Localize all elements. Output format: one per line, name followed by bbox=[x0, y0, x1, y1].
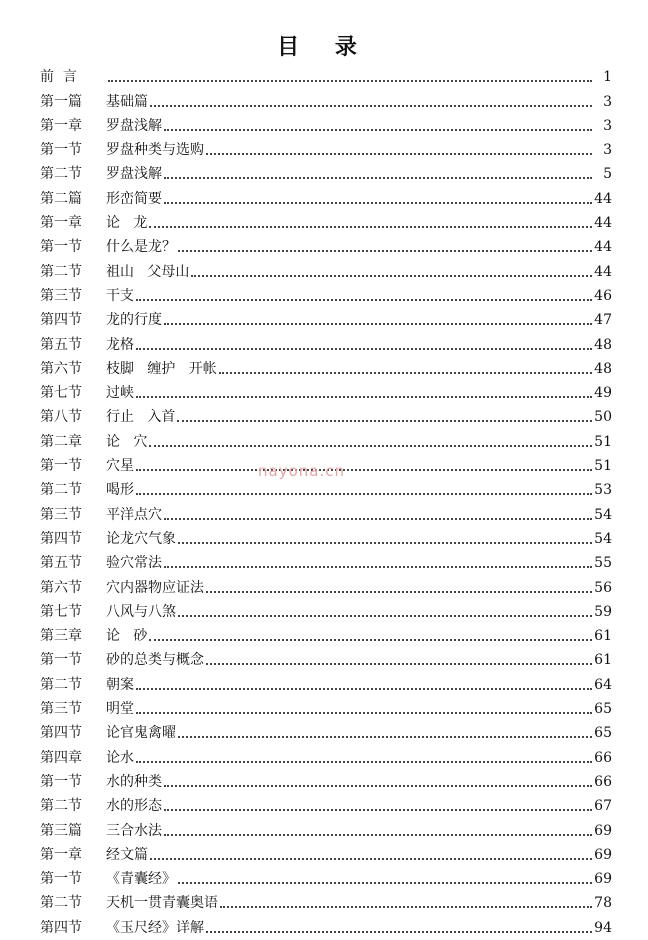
dot-leader bbox=[136, 396, 592, 398]
toc-entry[interactable] bbox=[40, 888, 612, 912]
toc-entry-title: 形峦简要 bbox=[106, 190, 162, 207]
toc-entry-label: 第六节 bbox=[40, 579, 82, 596]
toc-entry-page: 46 bbox=[594, 287, 612, 304]
dot-leader bbox=[178, 542, 592, 544]
toc-entry-title: 喝形 bbox=[106, 482, 134, 499]
toc-entry-label: 第一章 bbox=[40, 846, 82, 863]
toc-entry-label: 第一章 bbox=[40, 215, 82, 232]
toc-entry-page: 51 bbox=[594, 433, 612, 450]
toc-entry-page: 69 bbox=[594, 822, 612, 839]
toc-entry[interactable] bbox=[40, 694, 612, 718]
toc-entry-title: 干支 bbox=[106, 287, 134, 304]
toc-entry[interactable] bbox=[40, 840, 612, 864]
toc-entry-page: 64 bbox=[594, 676, 612, 693]
toc-entry[interactable] bbox=[40, 62, 612, 86]
toc-entry-title: 砂的总类与概念 bbox=[106, 652, 204, 669]
dot-leader bbox=[164, 518, 592, 520]
dot-leader bbox=[149, 226, 592, 228]
toc-entry-title: 天机一贯青囊奥语 bbox=[106, 895, 218, 912]
toc-entry-label: 第一章 bbox=[40, 117, 82, 134]
toc-entry-label: 第二节 bbox=[40, 676, 82, 693]
toc-entry-label: 第一节 bbox=[40, 239, 82, 256]
dot-leader bbox=[177, 420, 592, 422]
toc-entry-label: 第三章 bbox=[40, 628, 82, 645]
dot-leader bbox=[136, 348, 592, 350]
toc-entry[interactable] bbox=[40, 232, 612, 256]
toc-entry[interactable] bbox=[40, 645, 612, 669]
toc-entry-label: 第二节 bbox=[40, 895, 82, 912]
toc-entry[interactable] bbox=[40, 354, 612, 378]
toc-entry-title: 论龙穴气象 bbox=[106, 530, 176, 547]
watermark: nayona.cn bbox=[258, 462, 345, 480]
dot-leader bbox=[206, 591, 592, 593]
dot-leader bbox=[164, 809, 592, 811]
toc-entry-page: 61 bbox=[594, 628, 612, 645]
toc-entry[interactable] bbox=[40, 208, 612, 232]
toc-entry[interactable] bbox=[40, 767, 612, 791]
toc-entry[interactable] bbox=[40, 524, 612, 548]
toc-entry-title: 龙的行度 bbox=[106, 312, 162, 329]
dot-leader bbox=[164, 785, 592, 787]
toc-entry-page: 5 bbox=[603, 166, 612, 183]
toc-entry-title: 三合水法 bbox=[106, 822, 162, 839]
toc-entry-page: 61 bbox=[594, 652, 612, 669]
toc-entry-page: 44 bbox=[594, 263, 612, 280]
toc-entry-label: 第四节 bbox=[40, 312, 82, 329]
toc-entry[interactable] bbox=[40, 499, 612, 523]
toc-entry-label: 第二节 bbox=[40, 166, 82, 183]
toc-entry-label: 第一节 bbox=[40, 871, 82, 888]
toc-entry-title: 什么是龙？ bbox=[106, 239, 176, 256]
toc-entry-page: 44 bbox=[594, 215, 612, 232]
dot-leader bbox=[219, 372, 592, 374]
dot-leader bbox=[164, 566, 592, 568]
toc-entry-title: 穴星 bbox=[106, 458, 134, 475]
toc-entry-page: 66 bbox=[594, 749, 612, 766]
toc-entry-title: 罗盘浅解 bbox=[106, 166, 162, 183]
toc-entry-title: 罗盘种类与选购 bbox=[106, 142, 204, 159]
toc-entry-page: 65 bbox=[594, 725, 612, 742]
toc-entry[interactable] bbox=[40, 426, 612, 450]
dot-leader bbox=[136, 493, 592, 495]
dot-leader bbox=[136, 688, 592, 690]
dot-leader bbox=[136, 761, 592, 763]
toc-entry-page: 94 bbox=[594, 919, 612, 936]
toc-entry-title: 行止 入首 bbox=[106, 409, 176, 426]
dot-leader bbox=[164, 323, 592, 325]
toc-entry-page: 69 bbox=[594, 846, 612, 863]
toc-entry[interactable] bbox=[40, 815, 612, 839]
dot-leader bbox=[136, 712, 592, 714]
toc-entry[interactable] bbox=[40, 912, 612, 936]
toc-entry-title: 论 龙 bbox=[106, 215, 148, 232]
toc-entry[interactable] bbox=[40, 305, 612, 329]
toc-entry-page: 48 bbox=[594, 336, 612, 353]
toc-entry-label: 第八节 bbox=[40, 409, 82, 426]
toc-entry-label: 第三节 bbox=[40, 701, 82, 718]
toc-entry[interactable] bbox=[40, 572, 612, 596]
toc-entry-title: 罗盘浅解 bbox=[106, 117, 162, 134]
toc-entry-title: 基础篇 bbox=[106, 93, 148, 110]
toc-entry[interactable] bbox=[40, 159, 612, 183]
toc-entry[interactable] bbox=[40, 621, 612, 645]
toc-entry-page: 66 bbox=[594, 773, 612, 790]
toc-entry-page: 65 bbox=[594, 701, 612, 718]
toc-entry[interactable] bbox=[40, 791, 612, 815]
toc-entry-label: 第一篇 bbox=[40, 93, 82, 110]
dot-leader bbox=[206, 663, 592, 665]
toc-entry-title: 论水 bbox=[106, 749, 134, 766]
dot-leader bbox=[206, 931, 592, 933]
toc-entry-label: 第七节 bbox=[40, 603, 82, 620]
toc-entry-label: 第三节 bbox=[40, 506, 82, 523]
toc-entry[interactable] bbox=[40, 329, 612, 353]
toc-entry-label: 前 言 bbox=[40, 69, 77, 86]
toc-entry-label: 第五节 bbox=[40, 336, 82, 353]
toc-entry-page: 55 bbox=[594, 555, 612, 572]
dot-leader bbox=[150, 858, 592, 860]
toc-entry-label: 第一节 bbox=[40, 652, 82, 669]
toc-entry-page: 54 bbox=[594, 530, 612, 547]
toc-entry-title: 水的种类 bbox=[106, 773, 162, 790]
toc-entry[interactable] bbox=[40, 742, 612, 766]
toc-entry-label: 第二篇 bbox=[40, 190, 82, 207]
toc-entry-label: 第四节 bbox=[40, 725, 82, 742]
toc-entry-title: 论 砂 bbox=[106, 628, 148, 645]
toc-entry[interactable] bbox=[40, 864, 612, 888]
dot-leader bbox=[178, 615, 592, 617]
toc-entry-page: 47 bbox=[594, 312, 612, 329]
dot-leader bbox=[178, 882, 592, 884]
toc-entry[interactable] bbox=[40, 135, 612, 159]
toc-entry-title: 经文篇 bbox=[106, 846, 148, 863]
toc-entry-title: 《玉尺经》详解 bbox=[106, 919, 204, 936]
table-of-contents bbox=[40, 62, 612, 937]
dot-leader bbox=[191, 275, 592, 277]
toc-entry-page: 1 bbox=[603, 69, 612, 86]
toc-entry-page: 48 bbox=[594, 360, 612, 377]
toc-entry-title: 水的形态 bbox=[106, 798, 162, 815]
toc-entry-page: 49 bbox=[594, 385, 612, 402]
toc-entry-page: 51 bbox=[594, 458, 612, 475]
dot-leader bbox=[108, 80, 592, 82]
toc-entry-label: 第四章 bbox=[40, 749, 82, 766]
toc-entry[interactable] bbox=[40, 402, 612, 426]
toc-entry-page: 3 bbox=[603, 117, 612, 134]
toc-entry[interactable] bbox=[40, 669, 612, 693]
toc-entry-label: 第三篇 bbox=[40, 822, 82, 839]
toc-entry-title: 平洋点穴 bbox=[106, 506, 162, 523]
toc-entry[interactable] bbox=[40, 378, 612, 402]
toc-entry-label: 第四节 bbox=[40, 530, 82, 547]
dot-leader bbox=[136, 469, 592, 471]
toc-entry-title: 过峡 bbox=[106, 385, 134, 402]
dot-leader bbox=[164, 202, 592, 204]
toc-entry[interactable] bbox=[40, 86, 612, 110]
toc-entry-page: 56 bbox=[594, 579, 612, 596]
toc-entry-title: 穴内器物应证法 bbox=[106, 579, 204, 596]
toc-entry-title: 论官鬼禽曜 bbox=[106, 725, 176, 742]
toc-entry-title: 验穴常法 bbox=[106, 555, 162, 572]
dot-leader bbox=[178, 736, 592, 738]
dot-leader bbox=[164, 834, 592, 836]
toc-entry-label: 第一节 bbox=[40, 773, 82, 790]
toc-entry-label: 第四节 bbox=[40, 919, 82, 936]
toc-entry-page: 44 bbox=[594, 239, 612, 256]
toc-entry-label: 第一节 bbox=[40, 458, 82, 475]
toc-entry-page: 3 bbox=[603, 142, 612, 159]
toc-entry-page: 54 bbox=[594, 506, 612, 523]
toc-entry-title: 龙格 bbox=[106, 336, 134, 353]
toc-entry-page: 50 bbox=[594, 409, 612, 426]
dot-leader bbox=[206, 153, 592, 155]
toc-entry-label: 第五节 bbox=[40, 555, 82, 572]
toc-entry[interactable] bbox=[40, 597, 612, 621]
toc-entry-label: 第二章 bbox=[40, 433, 82, 450]
toc-entry-label: 第七节 bbox=[40, 385, 82, 402]
toc-entry-label: 第二节 bbox=[40, 263, 82, 280]
dot-leader bbox=[149, 445, 592, 447]
toc-entry-label: 第三节 bbox=[40, 287, 82, 304]
toc-entry-title: 祖山 父母山 bbox=[106, 263, 190, 280]
toc-entry-title: 《青囊经》 bbox=[106, 871, 176, 888]
toc-entry-page: 53 bbox=[594, 482, 612, 499]
toc-entry-page: 67 bbox=[594, 798, 612, 815]
dot-leader bbox=[149, 639, 592, 641]
dot-leader bbox=[136, 299, 592, 301]
toc-entry-label: 第二节 bbox=[40, 798, 82, 815]
dot-leader bbox=[164, 129, 592, 131]
toc-entry-title: 论 穴 bbox=[106, 433, 148, 450]
toc-entry[interactable] bbox=[40, 256, 612, 280]
page-title: 目 录 bbox=[277, 34, 371, 60]
dot-leader bbox=[150, 105, 592, 107]
toc-entry[interactable] bbox=[40, 718, 612, 742]
toc-entry-title: 明堂 bbox=[106, 701, 134, 718]
toc-entry-page: 59 bbox=[594, 603, 612, 620]
toc-entry-title: 枝脚 缠护 开帐 bbox=[106, 360, 217, 377]
toc-entry-page: 78 bbox=[594, 895, 612, 912]
toc-entry[interactable] bbox=[40, 111, 612, 135]
toc-entry-title: 朝案 bbox=[106, 676, 134, 693]
dot-leader bbox=[220, 906, 592, 908]
toc-entry[interactable] bbox=[40, 183, 612, 207]
dot-leader bbox=[164, 177, 592, 179]
toc-entry-label: 第二节 bbox=[40, 482, 82, 499]
dot-leader bbox=[178, 250, 592, 252]
toc-entry-page: 44 bbox=[594, 190, 612, 207]
toc-entry-page: 69 bbox=[594, 871, 612, 888]
toc-entry[interactable] bbox=[40, 281, 612, 305]
toc-entry[interactable] bbox=[40, 548, 612, 572]
toc-entry-title: 八风与八煞 bbox=[106, 603, 176, 620]
toc-entry-label: 第六节 bbox=[40, 360, 82, 377]
toc-entry-label: 第一节 bbox=[40, 142, 82, 159]
toc-entry-page: 3 bbox=[603, 93, 612, 110]
